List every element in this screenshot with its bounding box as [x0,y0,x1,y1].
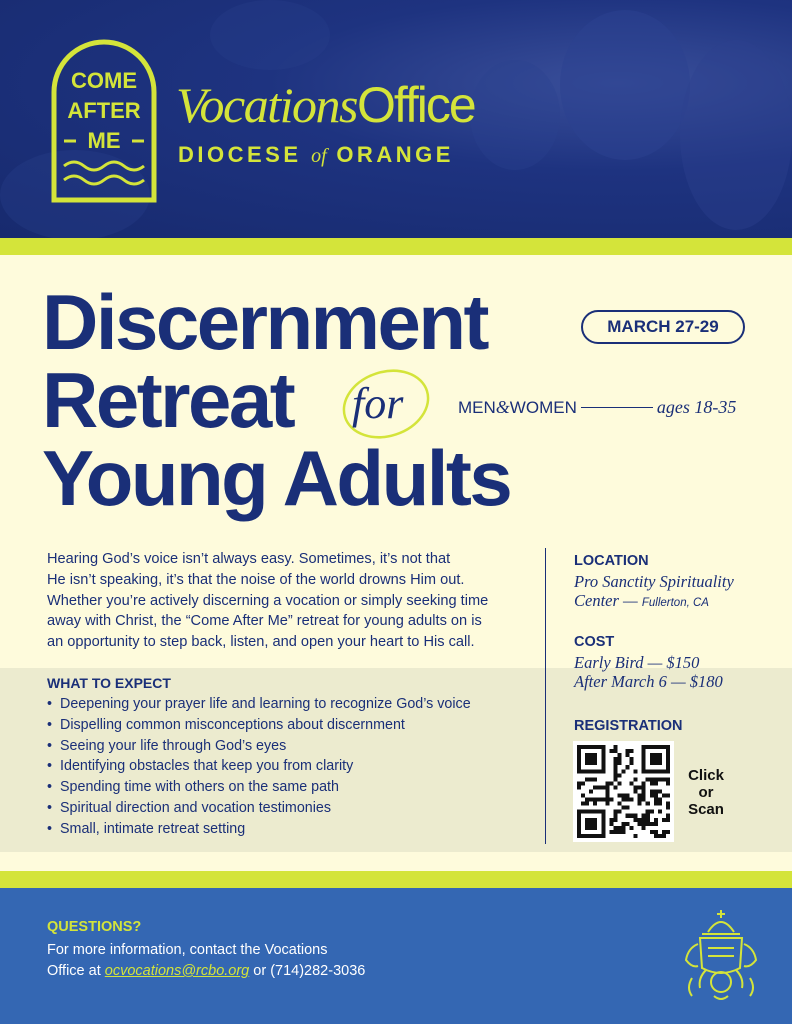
brand-sub-orange: ORANGE [326,142,454,167]
cost-heading: COST [574,634,615,650]
location-block [574,553,734,613]
location-dash: — [618,591,642,610]
registration-heading: REGISTRATION [574,718,683,734]
brand-title-office: Office [356,77,475,133]
cost-early-bird: Early Bird — $150 [574,653,700,672]
contact-line-2 [47,961,365,982]
photo-figure [470,60,560,170]
cta-click: Click [688,767,724,784]
list-item: • Deepening your prayer life and learning to recognize God’s voice [47,694,471,715]
audience-rule [581,407,653,408]
list-item: • Identifying obstacles that keep you from clarity [47,756,471,777]
cta-scan: Scan [688,801,724,818]
list-item: • Spending time with others on the same path [47,777,471,798]
list-item: • Dispelling common misconceptions about discernment [47,715,471,736]
expect-list [47,694,471,840]
audience-men: MEN [458,397,496,417]
brand-title-vocations: Vocations [176,77,357,133]
click-or-scan-cta[interactable] [680,767,732,818]
top-accent-band [0,238,792,255]
photo-figure [210,0,330,70]
photo-figure [680,40,792,230]
title-line-1: Discernment [42,278,487,366]
brand-sub-of: of [311,145,327,167]
title-line-3: Young Adults [42,434,511,522]
intro-line: He isn’t speaking, it’s that the noise of the world drowns Him out. [47,571,465,588]
cost-after: After March 6 — $180 [574,672,723,691]
contact-line-1: For more information, contact the Vocations [47,942,328,958]
badge-line-2: AFTER [67,98,141,123]
email-link[interactable]: ocvocations@rcbo.org [104,963,250,979]
registration-block [574,718,682,734]
list-item: • Small, intimate retreat setting [47,819,471,840]
badge-line-3: ME [87,128,121,153]
intro-paragraph [47,549,527,653]
come-after-me-logo [50,38,158,204]
contact-prefix: Office at [47,963,105,979]
event-title [42,278,511,522]
questions-heading: QUESTIONS? [47,919,142,935]
column-divider [545,548,546,844]
location-venue: Pro Sanctity Spirituality [574,572,734,591]
location-center: Center [574,591,619,610]
brand-sub-diocese: DIOCESE [178,142,312,167]
header-banner [0,0,792,238]
intro-line: Hearing God’s voice isn’t always easy. Sometimes, it’s not that [47,551,451,567]
location-heading: LOCATION [574,553,649,569]
audience-women: WOMEN [509,397,577,417]
registration-qr-code[interactable] [573,741,674,842]
bottom-accent-band [0,871,792,888]
list-item: • Seeing your life through God’s eyes [47,736,471,757]
event-dates: MARCH 27-29 [581,310,745,344]
expect-heading: WHAT TO EXPECT [47,675,171,691]
cost-block [574,634,723,691]
intro-line: away with Christ, the “Come After Me” retreat for young adults on is [47,613,482,630]
brand-subtitle [178,142,454,168]
title-for-word: for [352,379,404,428]
location-city: Fullerton, CA [641,597,709,609]
badge-line-1: COME [71,68,137,93]
audience-line [458,397,736,418]
intro-line: an opportunity to step back, listen, and open your heart to His call. [47,634,475,651]
list-item: • Spiritual direction and vocation testimonies [47,798,471,819]
diocese-crest-icon [678,908,764,1004]
contact-text [47,940,365,982]
audience-ages: ages 18-35 [656,397,737,417]
location-venue-2 [574,591,734,613]
audience-amp: & [495,397,510,417]
photo-figure [560,10,690,160]
intro-line: Whether you’re actively discerning a vocation or simply seeking time [47,592,489,609]
title-line-2: Retreat [42,356,294,444]
contact-phone: or (714)282-3036 [249,963,366,979]
cta-or: or [698,784,714,801]
brand-title [176,76,475,134]
